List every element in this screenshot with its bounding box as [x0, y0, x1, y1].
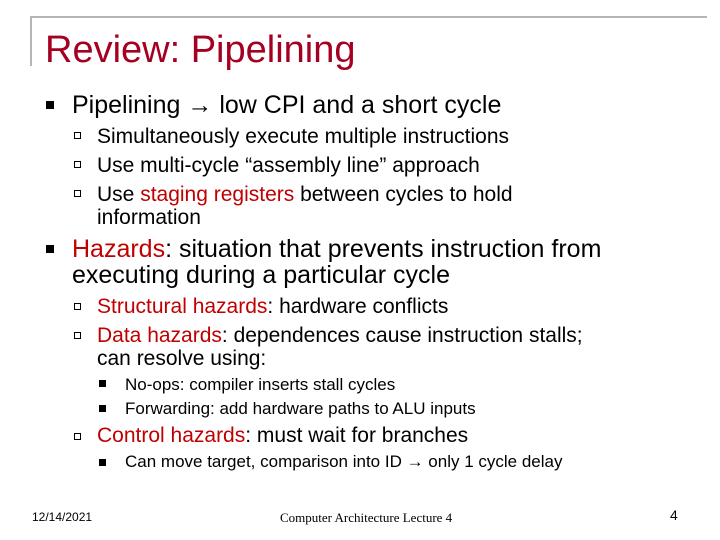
page-number: 4 [670, 507, 678, 523]
bullet-text: between cycles to hold [294, 183, 513, 206]
square-bullet-icon [46, 245, 54, 253]
highlight-text: Hazards [72, 235, 166, 263]
sub-bullet: Use multi-cycle “assembly line” approach [97, 154, 480, 177]
square-bullet-icon [99, 459, 106, 466]
hollow-square-bullet-icon [74, 332, 81, 339]
hollow-square-bullet-icon [74, 433, 81, 440]
sub-bullet-staging [97, 182, 513, 207]
square-bullet-icon [99, 380, 106, 387]
hollow-square-bullet-icon [74, 303, 81, 310]
sub-bullet-control [97, 423, 468, 448]
sub-bullet-data [97, 323, 583, 348]
bullet-text: low CPI and a short cycle [212, 91, 502, 119]
sub-bullet: Simultaneously execute multiple instructions [97, 125, 510, 148]
footer-date: 12/14/2021 [32, 510, 93, 524]
highlight-text: Control hazards [97, 424, 246, 447]
bullet-text: : situation that prevents instruction from [165, 235, 602, 263]
sub-bullet-structural [97, 294, 448, 319]
bullet-text: Pipelining [72, 91, 181, 119]
square-bullet-icon [46, 101, 54, 109]
sub-sub-bullet-id [125, 451, 562, 472]
highlight-text: Structural hazards [97, 295, 268, 318]
bullet-text: Can move target, comparison into ID [125, 452, 407, 471]
bullet-text: only 1 cycle delay [423, 452, 563, 471]
arrow-icon: → [406, 452, 424, 471]
bullet-text: : must wait for branches [245, 424, 469, 447]
square-bullet-icon [99, 405, 106, 412]
hollow-square-bullet-icon [74, 190, 81, 197]
highlight-text: staging registers [140, 183, 295, 206]
slide-title: Review: Pipelining [45, 29, 356, 71]
sub-bullet-continuation: can resolve using: [97, 347, 267, 370]
bullet-hazards-continuation: executing during a particular cycle [72, 261, 450, 289]
hollow-square-bullet-icon [74, 161, 81, 168]
sub-sub-bullet: No-ops: compiler inserts stall cycles [125, 375, 396, 394]
sub-sub-bullet: Forwarding: add hardware paths to ALU inputs [125, 399, 476, 418]
title-frame-left [30, 16, 32, 66]
title-frame-top [30, 16, 707, 18]
highlight-text: Data hazards [97, 324, 222, 347]
bullet-pipelining [72, 90, 501, 120]
bullet-text: : hardware conflicts [267, 295, 449, 318]
hollow-square-bullet-icon [74, 132, 81, 139]
footer-course-title: Computer Architecture Lecture 4 [280, 510, 453, 525]
sub-bullet-continuation: information [97, 206, 201, 229]
arrow-icon: → [187, 91, 213, 119]
bullet-text: : dependences cause instruction stalls; [221, 324, 583, 347]
bullet-text: Use [97, 183, 141, 206]
